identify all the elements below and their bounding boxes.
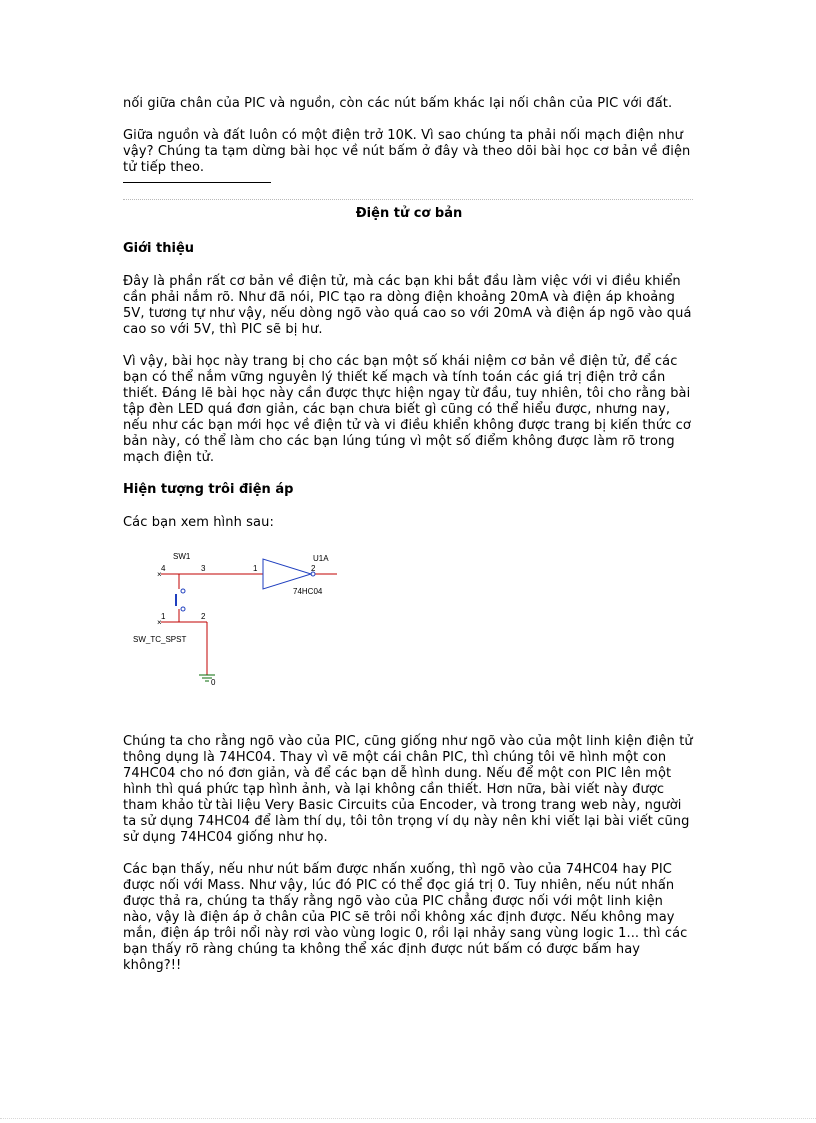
explanation-paragraph-1: Chúng ta cho rằng ngõ vào của PIC, cũng giống như ngõ vào của một linh kiện điện tử thông dụng là 74HC04. Thay vì vẽ một cái chân PIC, thì chúng tôi vẽ hình một con 74HC04 cho nó đơn giản, và để các bạn dễ hình dung. Nếu để một con PIC lên một hình thì quá phức tạp hình ảnh, và lại không cần thiết. Hơn nữa, bài viết này được tham khảo từ tài liệu Very Basic Circuits của Encoder, và trong trang web này, người ta sử dụng 74HC04 để làm thí dụ, tôi tôn trọng ví dụ này nên khi viết lại bài viết cũng sử dụng 74HC04 giống như họ. xyxy=(123,734,693,845)
pin-3-label: 3 xyxy=(201,564,206,573)
document-page xyxy=(123,96,695,974)
switch-ref-label: SW1 xyxy=(173,552,191,561)
circuit-schematic xyxy=(123,549,363,694)
pin-marker-top: × xyxy=(157,570,162,579)
dotted-section-divider xyxy=(123,199,693,200)
short-underline-divider xyxy=(123,182,271,183)
floating-voltage-heading: Hiện tượng trôi điện áp xyxy=(123,482,294,497)
section-title: Điện tử cơ bản xyxy=(355,206,463,221)
inverter-triangle xyxy=(263,559,311,589)
switch-contact-bottom xyxy=(181,607,185,611)
paragraph-resistor-note: Giữa nguồn và đất luôn có một điện trở 10K. Vì sao chúng ta phải nối mạch điện như vậy? Chúng ta tạm dừng bài học về nút bấm ở đây và theo dõi bài học cơ bản về điện tử tiếp theo. xyxy=(123,128,691,175)
pin-2-switch-label: 2 xyxy=(201,612,206,621)
intro-heading: Giới thiệu xyxy=(123,241,195,256)
pin-1-switch-label: 1 xyxy=(161,612,166,621)
figure-intro-paragraph: Các bạn xem hình sau: xyxy=(123,515,274,530)
gate-part-label: 74HC04 xyxy=(293,587,323,596)
pin-marker-bottom: × xyxy=(157,618,162,627)
gate-pin-out-label: 2 xyxy=(311,564,316,573)
schematic-svg xyxy=(123,549,363,694)
switch-part-label: SW_TC_SPST xyxy=(133,635,187,644)
pin-4-label: 4 xyxy=(161,564,166,573)
switch-contact-top xyxy=(181,589,185,593)
intro-paragraph-2: Vì vậy, bài học này trang bị cho các bạn một số khái niệm cơ bản về điện tử, để các bạn có thể nắm vững nguyên lý thiết kế mạch và tính toán các giá trị điện trở cần thiết. Đáng lẽ bài học này cần được thực hiện ngay từ đầu, tuy nhiên, tôi cho rằng bài tập đèn LED quá đơn giản, các bạn chưa biết gì cũng có thể hiểu được, nhưng nay, nếu như các bạn mới học về điện tử và vi điều khiển không được trang bị kiến thức cơ bản này, có thể làm cho các bạn lúng túng vì một số điểm không được làm rõ trong mạch điện tử. xyxy=(123,354,691,465)
paragraph-intro-continuation: nối giữa chân của PIC và nguồn, còn các nút bấm khác lại nối chân của PIC với đất. xyxy=(123,96,673,111)
gate-pin-in-label: 1 xyxy=(253,564,258,573)
gate-ref-label: U1A xyxy=(313,554,329,563)
intro-paragraph-1: Đây là phần rất cơ bản về điện tử, mà các bạn khi bắt đầu làm việc với vi điều khiển cần phải nắm rõ. Như đã nói, PIC tạo ra dòng điện khoảng 20mA và điện áp khoảng 5V, tương tự như vậy, nếu dòng ngõ vào quá cao so với 20mA và điện áp ngõ vào quá cao so với 5V, thì PIC sẽ bị hư. xyxy=(123,274,692,337)
explanation-paragraph-2: Các bạn thấy, nếu như nút bấm được nhấn xuống, thì ngõ vào của 74HC04 hay PIC được nối với Mass. Như vậy, lúc đó PIC có thể đọc giá trị 0. Tuy nhiên, nếu nút nhấn được thả ra, chúng ta thấy rằng ngõ vào của PIC chẳng được nối với một linh kiện nào, vậy là điện áp ở chân của PIC sẽ trôi nổi không xác định được. Nếu không may mắn, điện áp trôi nổi này rơi vào vùng logic 0, rồi lại nhảy sang vùng logic 1... thì các bạn thấy rõ ràng chúng ta không thể xác định được nút bấm có được bấm hay không?!! xyxy=(123,862,688,973)
page-bottom-divider xyxy=(0,1118,816,1119)
ground-label: 0 xyxy=(211,678,216,687)
